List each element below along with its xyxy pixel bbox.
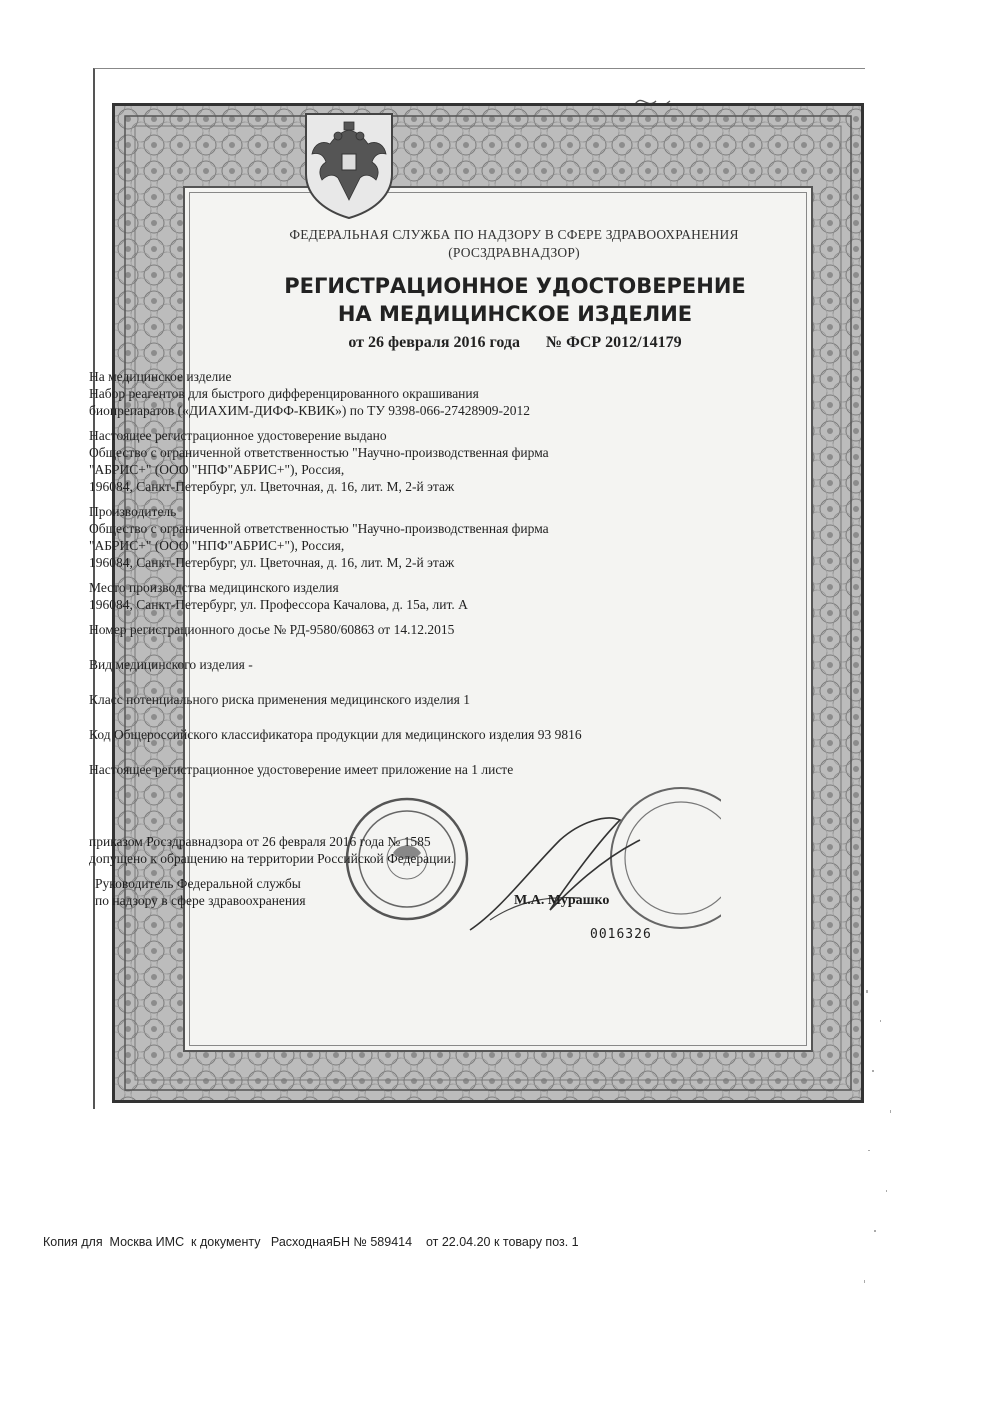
copy-footer: Копия для Москва ИМС к документу РасходнаяБН № 589414 от 22.04.20 к товару поз. 1 — [43, 1235, 579, 1249]
manufacturer-label: Производитель — [89, 504, 177, 519]
signatory-name: М.А. Мурашко — [514, 893, 610, 908]
certificate-body — [89, 368, 669, 796]
scan-noise — [860, 980, 980, 1340]
production-site-block — [89, 579, 669, 613]
certificate-number: № ФСР 2012/14179 — [546, 334, 682, 351]
risk-class: Класс потенциального риска применения медицинского изделия 1 — [89, 692, 470, 707]
order-line-1: приказом Росздравнадзора от 26 февраля 2016 года № 1585 — [89, 834, 431, 849]
head-line-2: по надзору в сфере здравоохранения — [95, 893, 306, 908]
dossier-number: Номер регистрационного досье № РД-9580/60863 от 14.12.2015 — [89, 622, 455, 637]
product-line-2: биопрепаратов («ДИАХИМ-ДИФФ-КВИК») по ТУ 9398-066-27428909-2012 — [89, 403, 531, 418]
certificate-date-number — [70, 334, 960, 352]
device-kind: Вид медицинского изделия - — [89, 657, 253, 672]
head-of-service — [95, 875, 306, 909]
issued-line-2: "АБРИС+" (ООО "НПФ"АБРИС+"), Россия, — [89, 462, 345, 477]
product-block — [89, 368, 669, 419]
okp-code: Код Общероссийского классификатора продукции для медицинского изделия 93 9816 — [89, 727, 582, 742]
production-site-label: Место производства медицинского изделия — [89, 580, 339, 595]
coat-of-arms-icon — [300, 110, 398, 220]
manufacturer-block — [89, 503, 669, 571]
title-line-1: РЕГИСТРАЦИОННОЕ УДОСТОВЕРЕНИЕ — [284, 274, 746, 298]
issued-line-3: 196084, Санкт-Петербург, ул. Цветочная, д. 16, лит. М, 2-й этаж — [89, 479, 455, 494]
certificate-title — [70, 272, 960, 328]
title-line-2: НА МЕДИЦИНСКОЕ ИЗДЕЛИЕ — [337, 302, 693, 326]
issued-block — [89, 427, 669, 495]
product-line-1: Набор реагентов для быстрого дифференцированного окрашивания — [89, 386, 479, 401]
certificate-date: от 26 февраля 2016 года — [348, 334, 521, 351]
order-line-2: допущено к обращению на территории Российской Федерации. — [89, 851, 455, 866]
appendix-note: Настоящее регистрационное удостоверение имеет приложение на 1 листе — [89, 762, 514, 777]
product-label: На медицинское изделие — [89, 369, 232, 384]
issued-label: Настоящее регистрационное удостоверение выдано — [89, 428, 387, 443]
agency-name: ФЕДЕРАЛЬНАЯ СЛУЖБА ПО НАДЗОРУ В СФЕРЕ ЗДРАВООХРАНЕНИЯ — [289, 227, 739, 242]
manufacturer-line-1: Общество с ограниченной ответственностью "Научно-производственная фирма — [89, 521, 549, 536]
manufacturer-line-2: "АБРИС+" (ООО "НПФ"АБРИС+"), Россия, — [89, 538, 345, 553]
serial-number: 0016326 — [590, 927, 652, 942]
head-line-1: Руководитель Федеральной службы — [95, 876, 301, 891]
production-site-line-1: 196084, Санкт-Петербург, ул. Профессора Качалова, д. 15а, лит. А — [89, 597, 468, 612]
issued-line-1: Общество с ограниченной ответственностью "Научно-производственная фирма — [89, 445, 549, 460]
agency-header — [88, 226, 940, 262]
manufacturer-line-3: 196084, Санкт-Петербург, ул. Цветочная, д. 16, лит. М, 2-й этаж — [89, 555, 455, 570]
agency-short-name: (РОСЗДРАВНАДЗОР) — [448, 245, 580, 260]
